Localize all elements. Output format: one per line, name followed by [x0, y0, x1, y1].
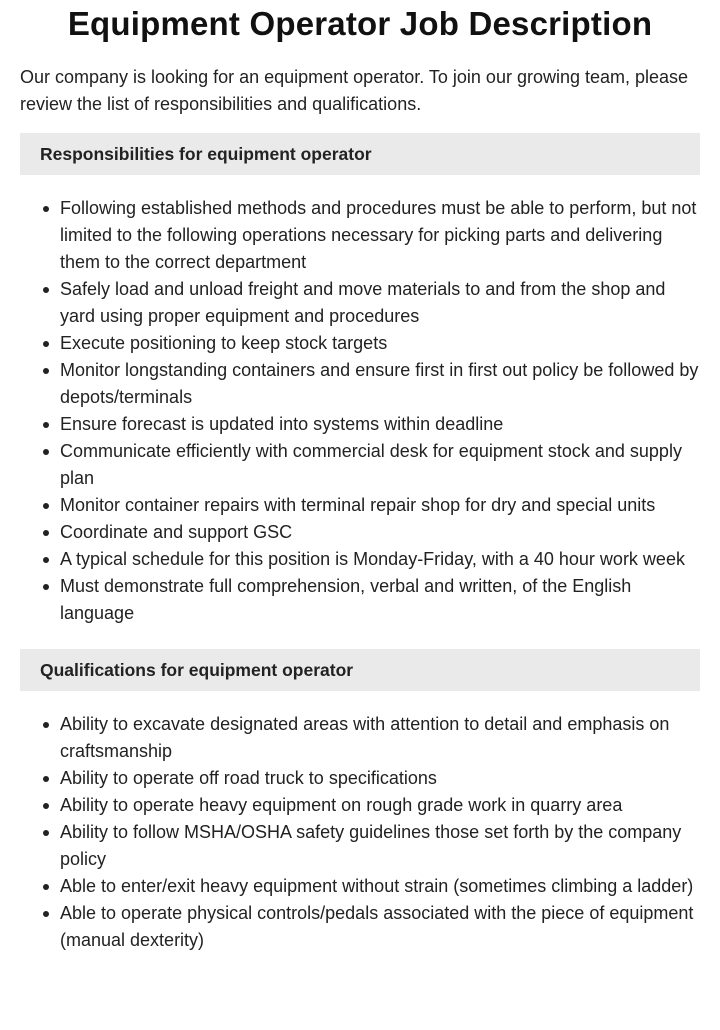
list-item: Communicate efficiently with commercial desk for equipment stock and supply plan — [60, 438, 700, 492]
list-item: Following established methods and procedures must be able to perform, but not limited to the following operations necessary for picking parts and delivering them to the correct department — [60, 195, 700, 276]
list-item: Coordinate and support GSC — [60, 519, 700, 546]
list-item: Ability to excavate designated areas with attention to detail and emphasis on craftsmanship — [60, 711, 700, 765]
qualifications-heading: Qualifications for equipment operator — [20, 649, 700, 691]
intro-paragraph: Our company is looking for an equipment operator. To join our growing team, please review the list of responsibilities and qualifications. — [20, 67, 689, 114]
list-item: Ability to operate heavy equipment on rough grade work in quarry area — [60, 792, 700, 819]
list-item: Ability to follow MSHA/OSHA safety guidelines those set forth by the company policy — [60, 819, 700, 873]
list-item: Ability to operate off road truck to specifications — [60, 765, 700, 792]
responsibilities-list — [20, 195, 700, 627]
list-item: Able to enter/exit heavy equipment without strain (sometimes climbing a ladder) — [60, 873, 700, 900]
list-item: Monitor container repairs with terminal repair shop for dry and special units — [60, 492, 700, 519]
list-item: Monitor longstanding containers and ensure first in first out policy be followed by depots/terminals — [60, 357, 700, 411]
list-item: Must demonstrate full comprehension, verbal and written, of the English language — [60, 573, 700, 627]
list-item: A typical schedule for this position is Monday-Friday, with a 40 hour work week — [60, 546, 700, 573]
list-item: Execute positioning to keep stock targets — [60, 330, 700, 357]
page-title: Equipment Operator Job Description — [67, 5, 653, 42]
qualifications-list — [20, 711, 700, 954]
list-item: Ensure forecast is updated into systems within deadline — [60, 411, 700, 438]
list-item: Safely load and unload freight and move materials to and from the shop and yard using proper equipment and procedures — [60, 276, 700, 330]
responsibilities-heading: Responsibilities for equipment operator — [20, 133, 700, 175]
list-item: Able to operate physical controls/pedals associated with the piece of equipment (manual dexterity) — [60, 900, 700, 954]
